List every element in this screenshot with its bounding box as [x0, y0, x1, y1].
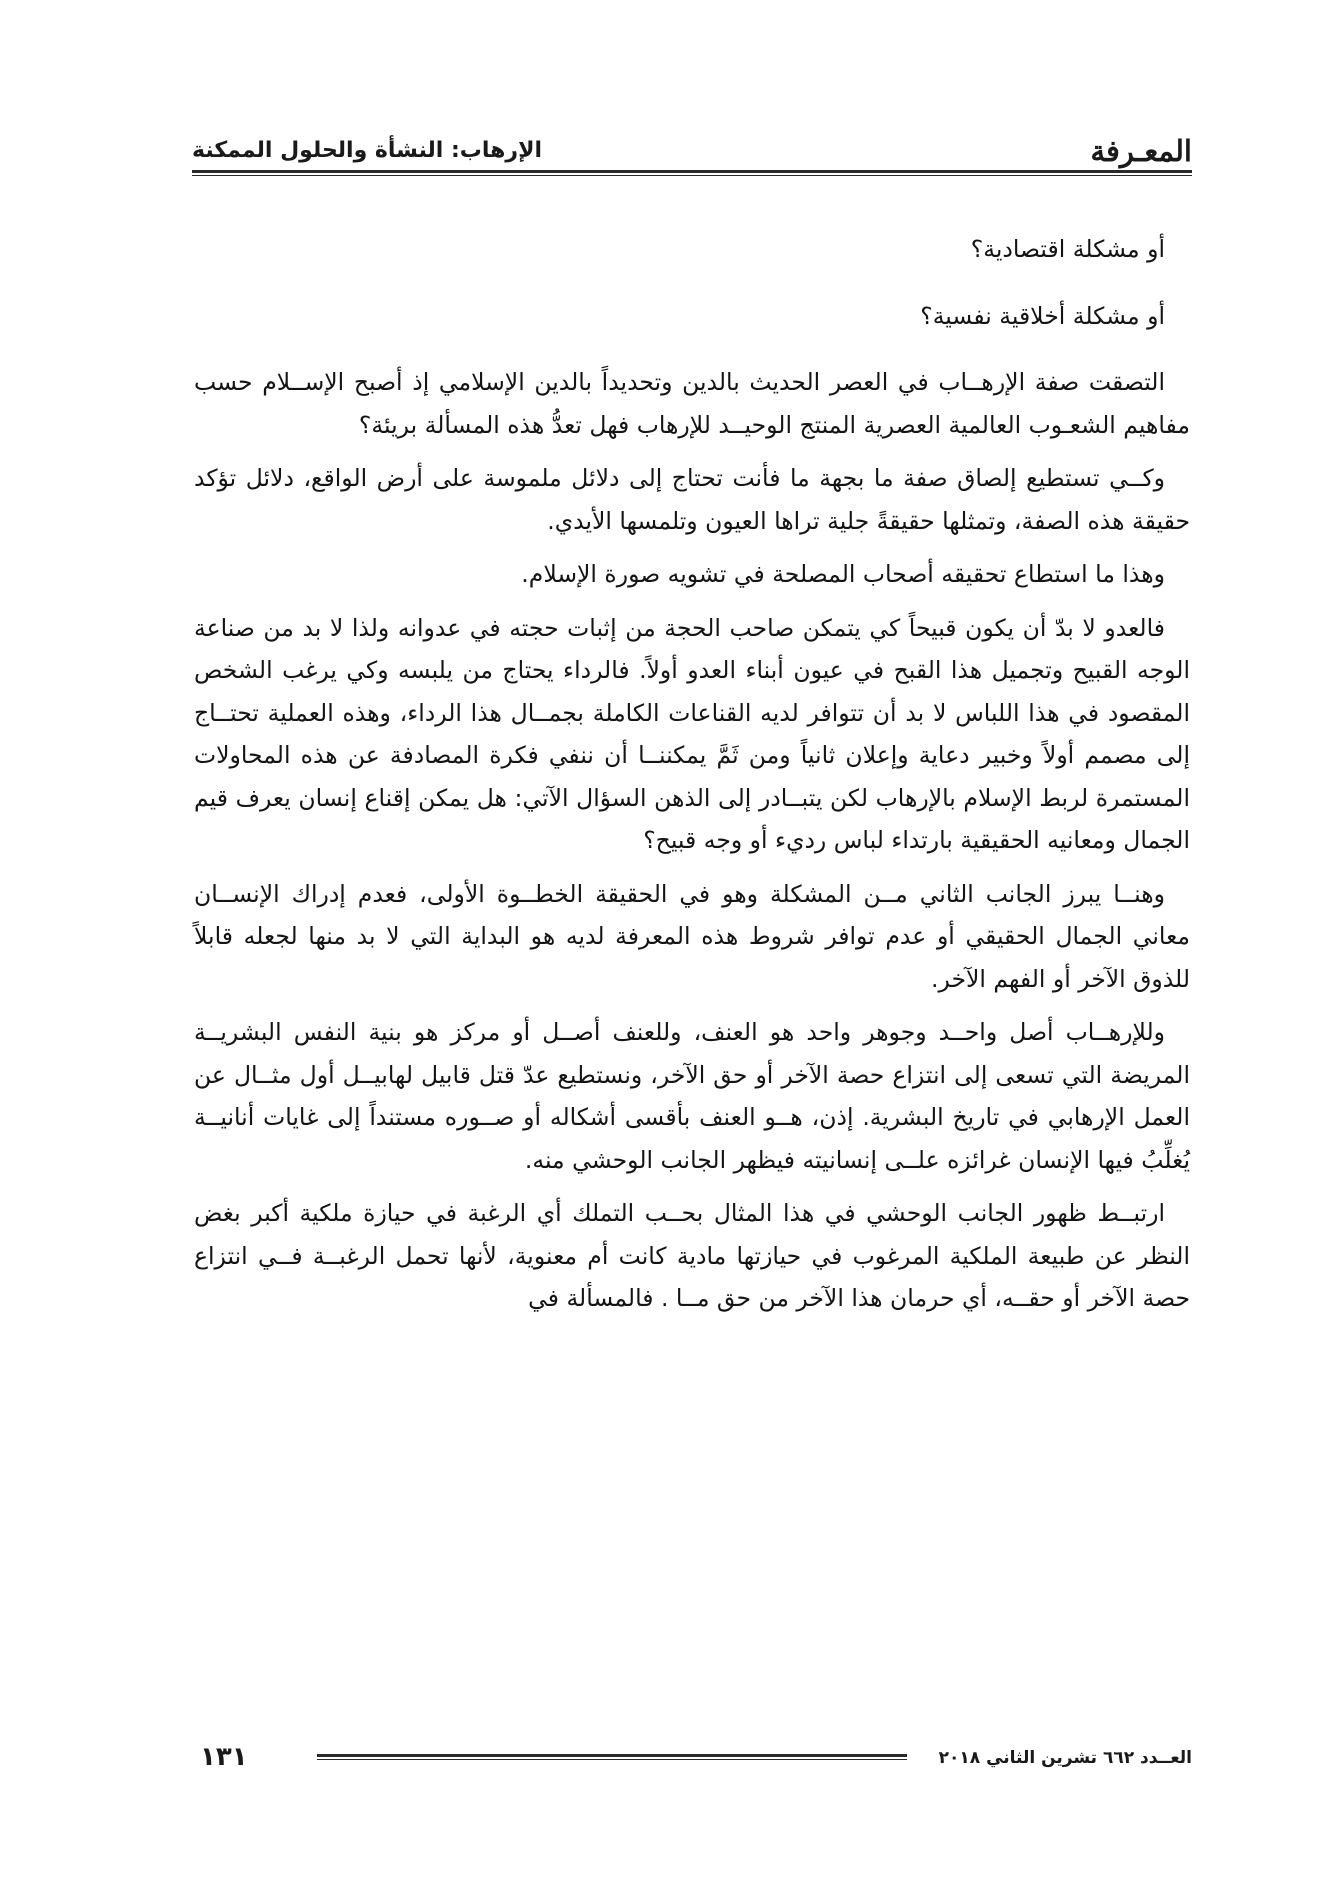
running-title: الإرهاب: النشأة والحلول الممكنة — [192, 138, 543, 163]
paragraph: وكــي تستطيع إلصاق صفة ما بجهة ما فأنت تحتاج إلى دلائل ملموسة على أرض الواقع، دلائل تؤكد حقيقة هذه الصفة، وتمثلها حقيقةً جلية تراها العيون وتلمسها الأيدي. — [194, 464, 1190, 535]
page-footer — [192, 1742, 1192, 1782]
page-number: ١٣١ — [200, 1742, 248, 1772]
paragraph: وهذا ما استطاع تحقيقه أصحاب المصلحة في تشويه صورة الإسلام. — [521, 560, 1165, 588]
magazine-logo: المعـرفة — [1090, 134, 1192, 168]
article-body — [194, 228, 1190, 1331]
paragraph: وهنــا يبرز الجانب الثاني مــن المشكلة وهو في الحقيقة الخطــوة الأولى، فعدم إدراك الإنســان معاني الجمال الحقيقي أو عدم توافر شروط هذه المعرفة لديه هو البداية التي لا بد منها لجعله قابلاً للذوق الآخر أو الفهم الآخر. — [194, 879, 1190, 993]
issue-info: العــدد ٦٦٢ تشرين الثاني ٢٠١٨ — [938, 1748, 1192, 1768]
paragraph: وللإرهــاب أصل واحــد وجوهر واحد هو العنف، وللعنف أصــل أو مركز هو بنية النفس البشريــة المريضة التي تسعى إلى انتزاع حصة الآخر أو حق الآخر، ونستطيع عدّ قتل قابيل لهابيــل أول مثــال عن العمل الإرهابي في تاريخ البشرية. إذن، هــو العنف بأقسى أشكاله أو صــوره مستنداً إلى غايات أنانيــة يُغلِّبُ فيها الإنسان غرائزه علــى إنسانيته فيظهر الجانب الوحشي منه. — [194, 1018, 1190, 1174]
paragraph: أو مشكلة اقتصادية؟ — [970, 235, 1165, 263]
paragraph: التصقت صفة الإرهــاب في العصر الحديث بالدين وتحديداً بالدين الإسلامي إذ أصبح الإســلام حسب مفاهيم الشعـوب العالمية العصرية المنتج الوحيــد للإرهاب فهل تعدُّ هذه المسألة بريئة؟ — [194, 368, 1190, 439]
paragraph: ارتبــط ظهور الجانب الوحشي في هذا المثال بحــب التملك أي الرغبة في حيازة ملكية أكبر بغض النظر عن طبيعة الملكية المرغوب في حيازتها مادية كانت أم معنوية، لأنها تحمل الرغبــة فــي انتزاع حصة الآخر أو حقــه، أي حرمان هذا الآخر من حق مــا . فالمسألة في — [194, 1199, 1190, 1312]
footer-divider — [317, 1754, 907, 1760]
paragraph: أو مشكلة أخلاقية نفسية؟ — [920, 301, 1165, 330]
page-header — [192, 118, 1192, 174]
paragraph: فالعدو لا بدّ أن يكون قبيحاً كي يتمكن صاحب الحجة من إثبات حجته في عدوانه ولذا لا بد من صناعة الوجه القبيح وتجميل هذا القبح في عيون أبناء العدو أولاً. فالرداء يحتاج من يلبسه وكي يرغب الشخص المقصود في هذا اللباس لا بد أن تتوافر لديه القناعات الكاملة بجمــال هذا الرداء، وهذه العملية تحتــاج إلى مصمم أولاً وخبير دعاية وإعلان ثانياً ومن ثَمَّ يمكننــا أن ننفي فكرة المصادفة عن هذه المحاولات المستمرة لربط الإسلام بالإرهاب لكن يتبــادر إلى الذهن السؤال الآتي: هل يمكن إقناع إنسان يعرف قيم الجمال ومعانيه الحقيقية بارتداء لباس رديء أو وجه قبيح؟ — [194, 613, 1190, 854]
header-divider — [192, 170, 1192, 176]
